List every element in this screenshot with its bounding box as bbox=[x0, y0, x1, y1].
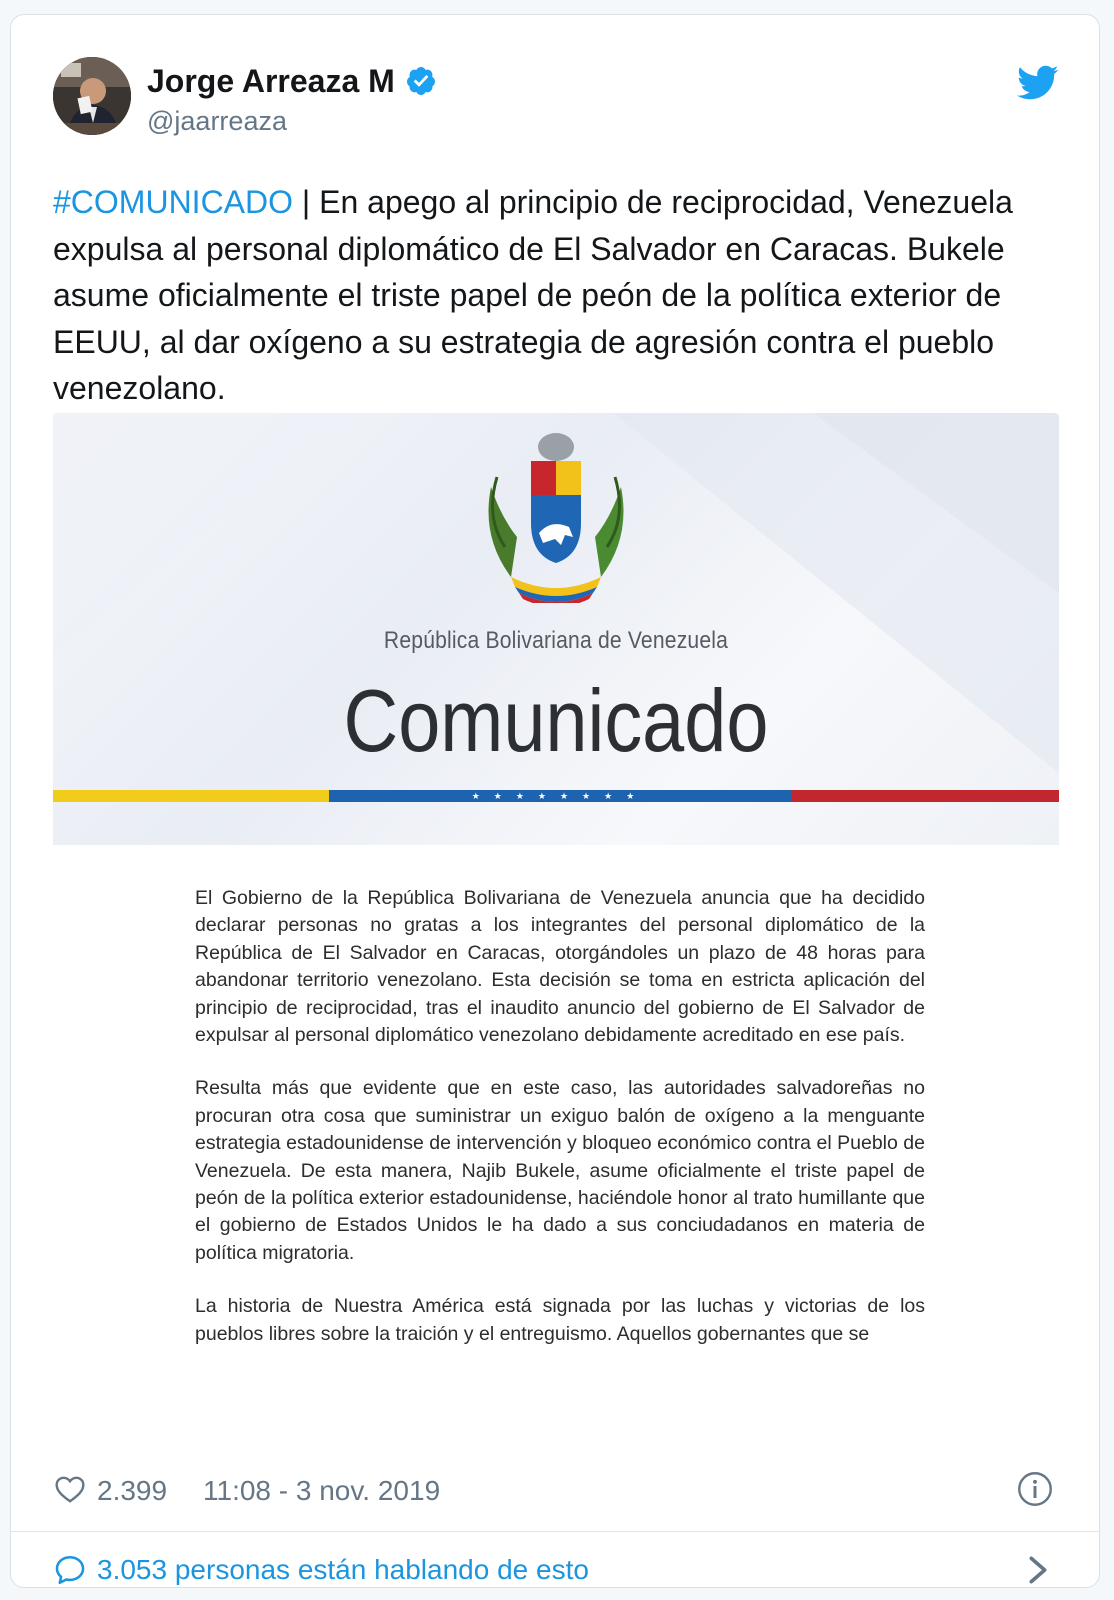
twitter-bird-icon[interactable] bbox=[1017, 65, 1059, 101]
verified-badge-icon bbox=[405, 65, 437, 97]
tweet-timestamp[interactable]: 11:08 - 3 nov. 2019 bbox=[203, 1475, 441, 1506]
info-icon[interactable] bbox=[1017, 1471, 1053, 1507]
hashtag-link[interactable]: #COMUNICADO bbox=[53, 184, 294, 220]
flag-stripe-yellow bbox=[53, 790, 329, 802]
tweet-card bbox=[10, 14, 1100, 1588]
coat-of-arms-icon bbox=[471, 427, 641, 603]
conversation-footer[interactable] bbox=[53, 1549, 1059, 1588]
communique-document bbox=[195, 885, 925, 1374]
avatar[interactable] bbox=[53, 57, 131, 135]
flag-stars: ★★★★★★★★ bbox=[471, 791, 649, 801]
footer-divider bbox=[11, 1531, 1099, 1532]
flag-stripe-red bbox=[791, 790, 1059, 802]
heart-icon[interactable] bbox=[53, 1473, 87, 1505]
republic-name: República Bolivariana de Venezuela bbox=[383, 627, 729, 654]
speech-bubble-icon bbox=[53, 1553, 87, 1587]
chevron-right-icon[interactable] bbox=[1027, 1555, 1049, 1585]
communique-title: Comunicado bbox=[343, 671, 769, 770]
document-paragraph: La historia de Nuestra América está signada por las luchas y victorias de los pueblos libres sobre la traición y el entreguismo. Aquellos gobernantes que se bbox=[195, 1295, 925, 1345]
document-paragraph: Resulta más que evidente que en este caso, las autoridades salvadoreñas no procuran otra cosa que suministrar un exiguo balón de oxígeno a la menguante estrategia estadounidense de intervención y bloqueo económico contra el Pueblo de Venezuela. De esta manera, Najib Bukele, asume oficialmente el triste papel de peón de la política exterior estadounidense, haciéndole honor al trato humillante que el gobierno de Estados Unidos le ha dado a sus conciudadanos en materia de política migratoria. bbox=[195, 1077, 925, 1264]
author-block bbox=[147, 61, 437, 139]
author-name[interactable]: Jorge Arreaza M bbox=[147, 63, 395, 99]
tweet-body: | En apego al principio de reciprocidad, Venezuela expulsa al personal diplomático de El Salvador en Caracas. Bukele asume oficialmente el triste papel de peón de la política exterior de EEUU, al dar oxígeno a su estrategia de agresión contra el pueblo venezolano. bbox=[53, 184, 1013, 406]
communique-banner bbox=[53, 413, 1059, 845]
tweet-meta bbox=[53, 1469, 1059, 1513]
like-count[interactable]: 2.399 bbox=[97, 1475, 168, 1506]
tweet-image[interactable] bbox=[53, 413, 1059, 1423]
conversation-link[interactable]: 3.053 personas están hablando de esto bbox=[97, 1554, 589, 1585]
avatar-photo bbox=[53, 57, 131, 135]
author-handle[interactable]: @jaarreaza bbox=[147, 106, 287, 136]
tweet-header bbox=[53, 57, 1059, 137]
tweet-text bbox=[53, 179, 1065, 412]
document-paragraph: El Gobierno de la República Bolivariana de Venezuela anuncia que ha decidido declarar personas no gratas a los integrantes del personal diplomático de la República de El Salvador en Caracas, otorgándoles un plazo de 48 horas para abandonar territorio venezolano. Esta decisión se toma en estricta aplicación del principio de reciprocidad, tras el inaudito anuncio del gobierno de El Salvador de expulsar al personal diplomático venezolano debidamente acreditado en ese país. bbox=[195, 887, 925, 1047]
